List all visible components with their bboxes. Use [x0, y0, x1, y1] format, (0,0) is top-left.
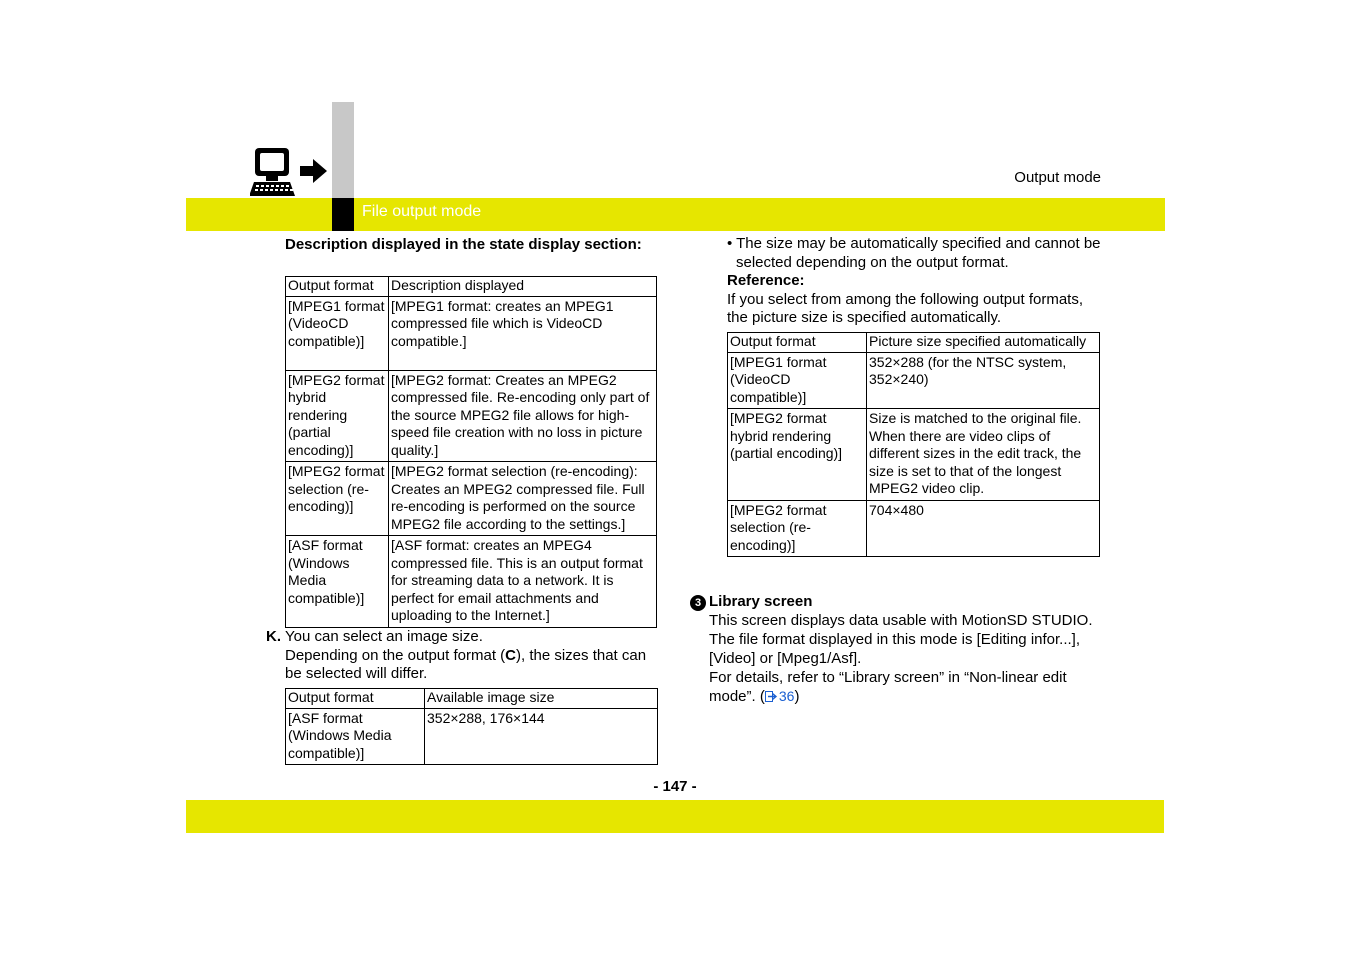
table-header-cell: Output format — [286, 277, 389, 297]
table-cell: [ASF format (Windows Media compatible)] — [286, 536, 389, 628]
table-row — [286, 462, 657, 536]
bullet-note: • The size may be automatically specified and cannot be selected depending on the output format. — [727, 235, 1101, 271]
reference-block — [727, 272, 1107, 328]
table-cell: 352×288, 176×144 — [425, 708, 658, 765]
table-row — [286, 708, 658, 765]
library-paragraph-3-text: For details, refer to “Library screen” in “Non-linear edit mode”. ( — [709, 669, 1067, 705]
numbered-circle-icon: 3 — [690, 595, 706, 611]
step-line-2-post: ), the sizes that can be selected will differ. — [285, 646, 647, 682]
table-cell: [MPEG1 format (VideoCD compatible)] — [728, 352, 867, 409]
table-row — [728, 352, 1100, 409]
table-cell: [MPEG2 format selection (re-encoding): Creates an MPEG2 compressed file. Full re-encoding is performed on the source MPEG2 file according to the settings.] — [389, 462, 657, 536]
library-screen-heading: Library screen — [709, 593, 813, 610]
table-cell: [ASF format: creates an MPEG4 compressed file. This is an output format for streaming data to a network. It is perfect for email attachments and uploading to the Internet.] — [389, 536, 657, 628]
table-row — [728, 409, 1100, 501]
step-line-2-pre: Depending on the output format ( — [285, 646, 506, 664]
table-row — [286, 536, 657, 628]
step-line-2-bold: C — [505, 646, 516, 664]
table-header-row — [728, 333, 1100, 353]
output-mode-label: Output mode — [1014, 169, 1101, 186]
page-reference-number[interactable]: 36 — [778, 688, 795, 704]
table-header-cell: Output format — [286, 689, 425, 709]
table-cell: Size is matched to the original file. When there are video clips of different sizes in the edit track, the size is set to that of the longest MPEG2 video clip. — [867, 409, 1100, 501]
description-table — [285, 276, 657, 628]
table-header-cell: Description displayed — [389, 277, 657, 297]
section-title: File output mode — [362, 203, 482, 220]
library-paragraph-1: This screen displays data usable with MotionSD STUDIO. — [709, 612, 1093, 629]
table-header-cell: Output format — [728, 333, 867, 353]
table-cell: [MPEG2 format: Creates an MPEG2 compressed file. Re-encoding only part of the source MPEG2 file allows for high-speed file creation with no loss in picture quality.] — [389, 370, 657, 462]
table-row — [728, 500, 1100, 557]
picture-size-table — [727, 332, 1100, 557]
library-paragraph-3 — [709, 668, 1109, 706]
table-row — [286, 370, 657, 462]
header-black-marker — [332, 198, 354, 231]
table-cell: 704×480 — [867, 500, 1100, 557]
arrow-right-icon — [765, 691, 779, 702]
table-cell: [MPEG1 format: creates an MPEG1 compressed file which is VideoCD compatible.] — [389, 296, 657, 370]
step-label: K. — [266, 628, 281, 645]
page-number: - 147 - — [653, 778, 697, 795]
table-cell: [MPEG2 format selection (re-encoding)] — [728, 500, 867, 557]
step-line-1: You can select an image size. — [285, 628, 483, 645]
library-screen-body — [709, 611, 1109, 706]
reference-text: If you select from among the following output formats, the picture size is specified automatically. — [727, 290, 1084, 326]
library-paragraph-2: The file format displayed in this mode is [Editing infor...], [Video] or [Mpeg1/Asf]. — [709, 631, 1081, 667]
image-size-table — [285, 688, 658, 765]
page-reference-link[interactable] — [765, 688, 795, 705]
table-cell: [MPEG2 format hybrid rendering (partial encoding)] — [286, 370, 389, 462]
reference-label: Reference: — [727, 272, 805, 289]
table-row — [286, 296, 657, 370]
table-cell: [MPEG1 format (VideoCD compatible)] — [286, 296, 389, 370]
header-grey-tab — [332, 102, 354, 198]
table-cell: [MPEG2 format selection (re-encoding)] — [286, 462, 389, 536]
footer-band — [186, 800, 1164, 833]
table-header-cell: Available image size — [425, 689, 658, 709]
description-heading: Description displayed in the state display section: — [285, 236, 642, 253]
table-header-row — [286, 277, 657, 297]
table-cell: 352×288 (for the NTSC system, 352×240) — [867, 352, 1100, 409]
table-cell: [MPEG2 format hybrid rendering (partial encoding)] — [728, 409, 867, 501]
table-cell: [ASF format (Windows Media compatible)] — [286, 708, 425, 765]
library-paragraph-3-close: ) — [794, 688, 800, 705]
step-line-2 — [285, 647, 655, 684]
table-header-cell: Picture size specified automatically — [867, 333, 1100, 353]
table-header-row — [286, 689, 658, 709]
step-text — [285, 628, 655, 684]
computer-with-arrow-icon — [250, 146, 330, 198]
